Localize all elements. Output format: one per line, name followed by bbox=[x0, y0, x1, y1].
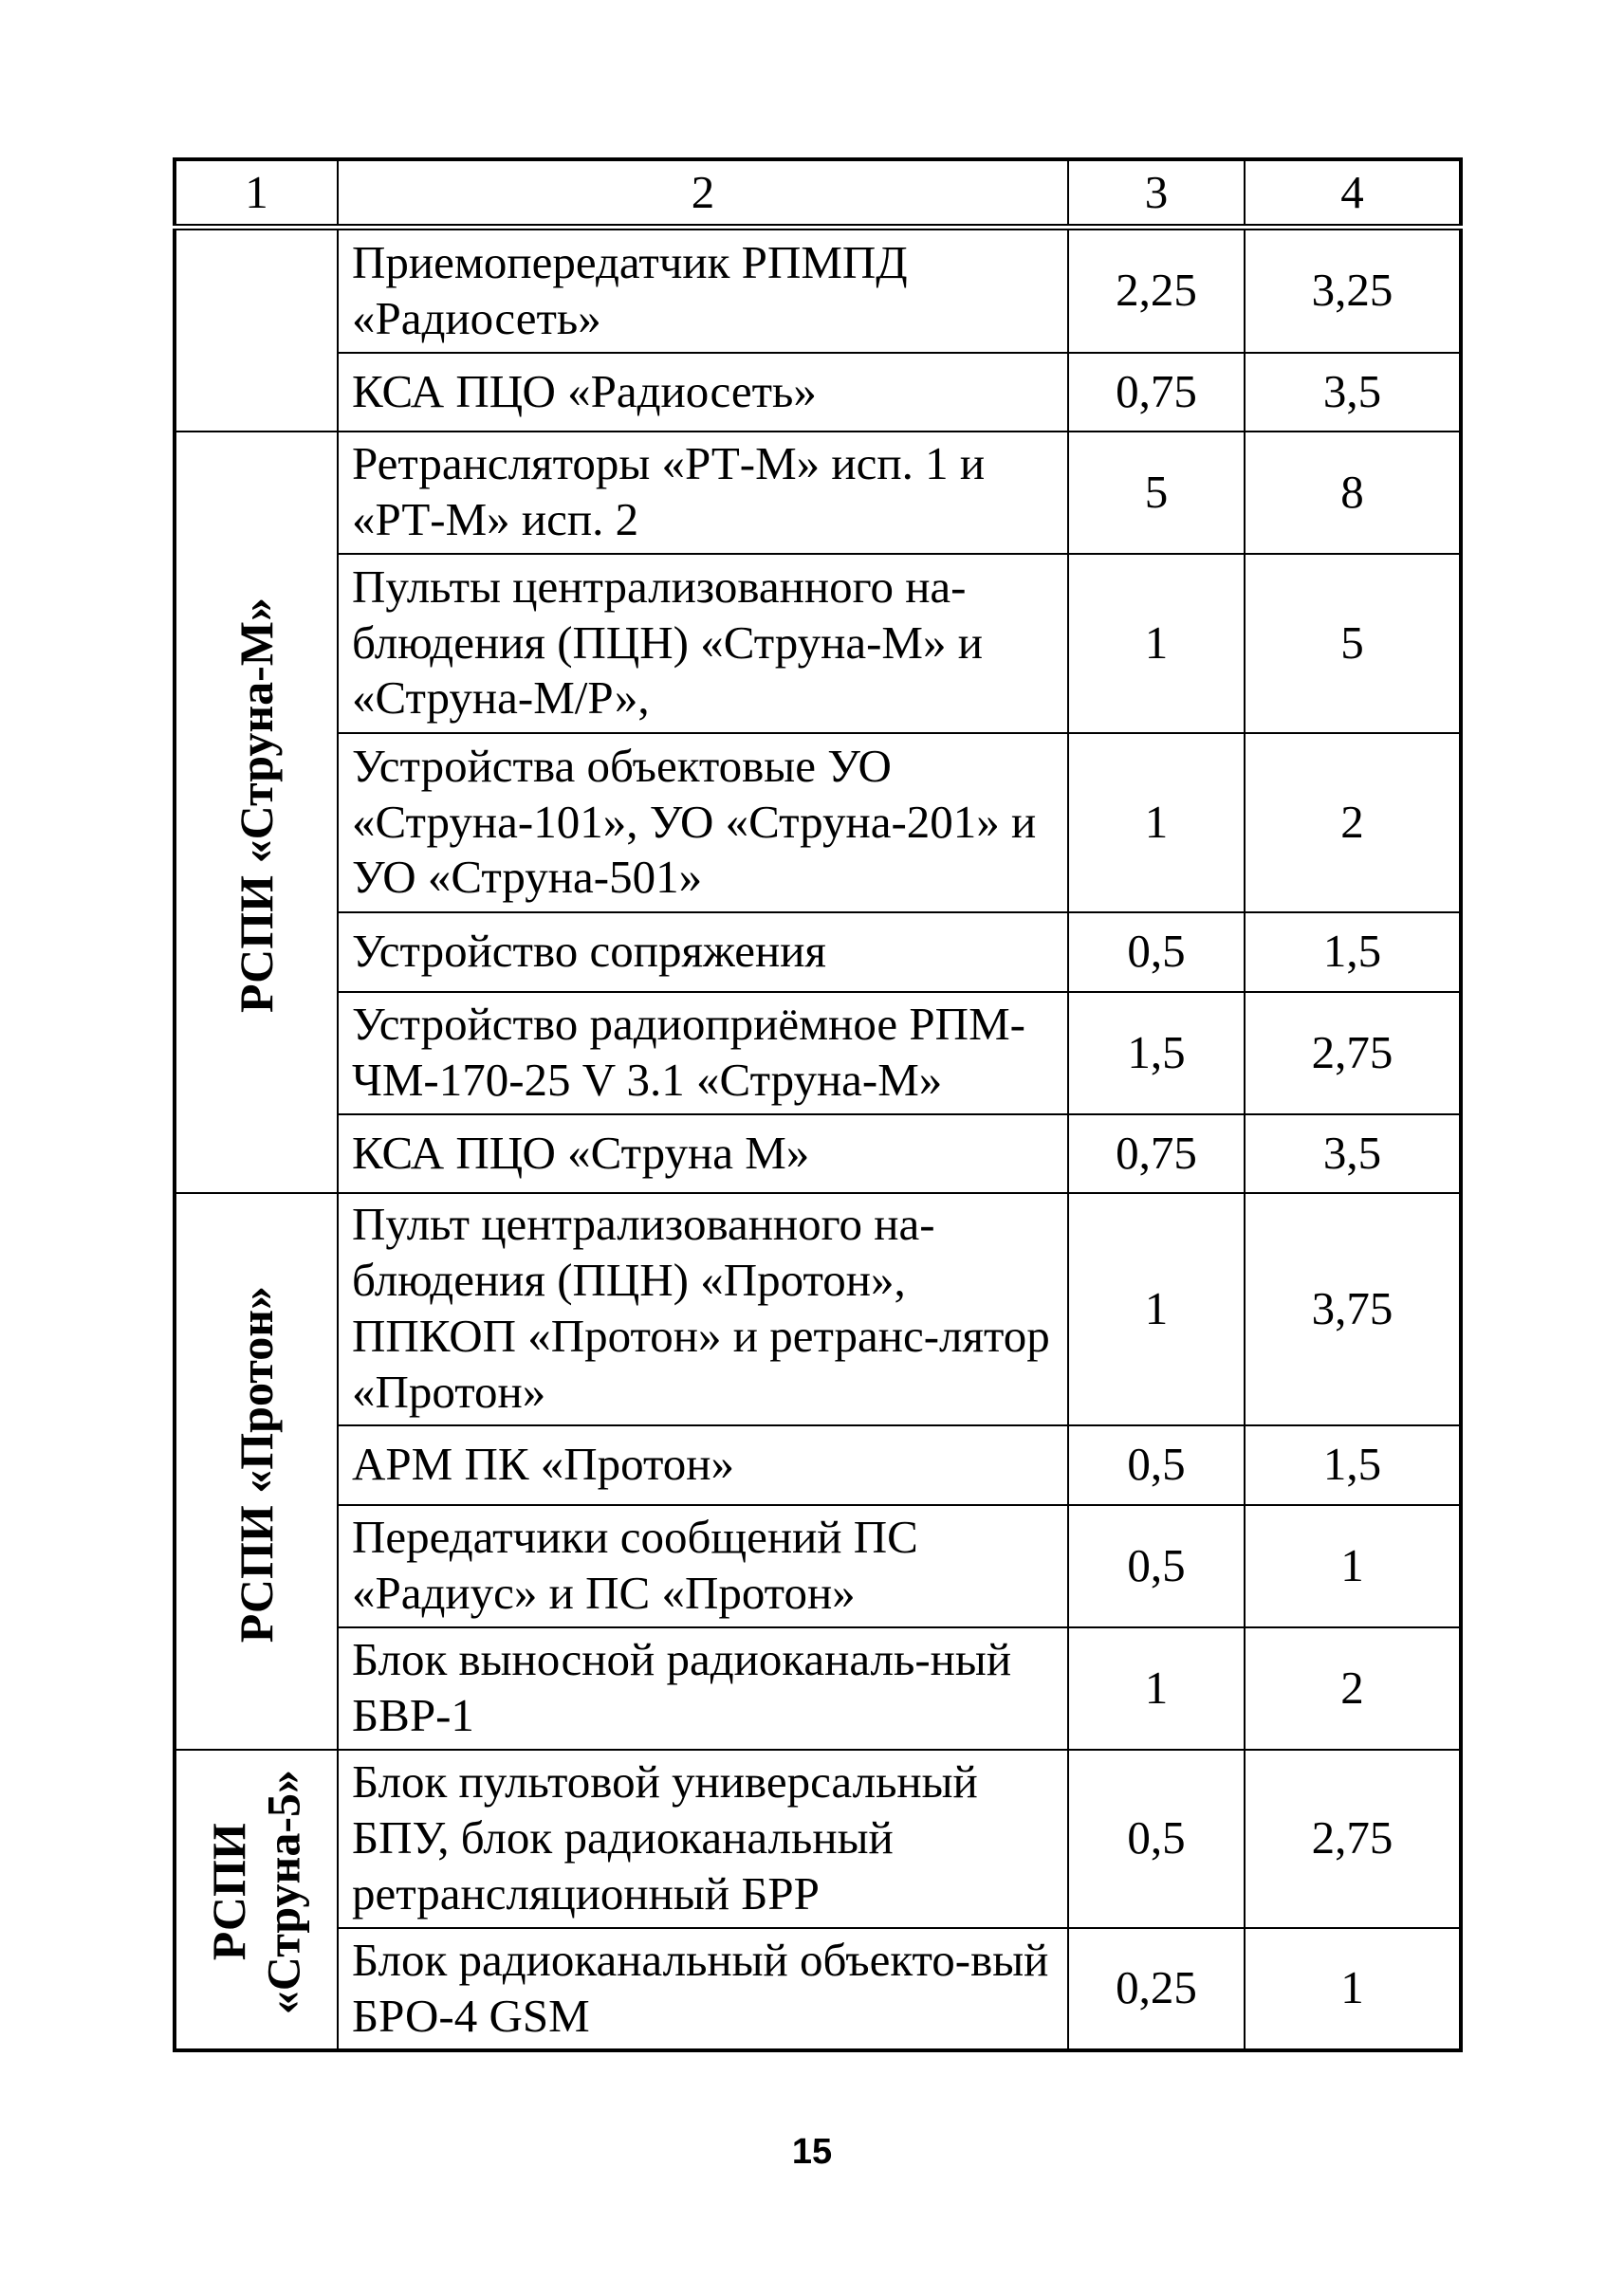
row-value-4: 2 bbox=[1245, 733, 1461, 912]
row-value-4: 3,75 bbox=[1245, 1193, 1461, 1425]
row-value-3: 0,25 bbox=[1068, 1928, 1245, 2050]
table-row bbox=[175, 733, 1461, 912]
table-row bbox=[175, 1193, 1461, 1425]
group-cell-struna-5 bbox=[175, 1750, 338, 2050]
row-value-4: 1 bbox=[1245, 1505, 1461, 1627]
group-label: РСПИ «Струна-5» bbox=[202, 1770, 310, 2015]
group-label: РСПИ «Протон» bbox=[229, 1285, 283, 1644]
row-value-4: 1 bbox=[1245, 1928, 1461, 2050]
table-row bbox=[175, 554, 1461, 733]
row-value-3: 0,5 bbox=[1068, 912, 1245, 992]
table-row bbox=[175, 1505, 1461, 1627]
table-row bbox=[175, 1627, 1461, 1750]
row-value-3: 1 bbox=[1068, 554, 1245, 733]
table-row bbox=[175, 1114, 1461, 1193]
row-value-3: 0,75 bbox=[1068, 1114, 1245, 1193]
table-row bbox=[175, 432, 1461, 554]
row-value-4: 2,75 bbox=[1245, 1750, 1461, 1928]
row-value-3: 1 bbox=[1068, 1627, 1245, 1750]
row-name: КСА ПЦО «Радиосеть» bbox=[338, 353, 1068, 432]
row-name: Устройство сопряжения bbox=[338, 912, 1068, 992]
row-value-3: 2,25 bbox=[1068, 228, 1245, 353]
row-value-4: 2,75 bbox=[1245, 992, 1461, 1114]
table-row bbox=[175, 353, 1461, 432]
table-row bbox=[175, 912, 1461, 992]
header-col-1: 1 bbox=[175, 159, 338, 228]
row-name: Блок радиоканальный объекто-вый БРО-4 GSM bbox=[338, 1928, 1068, 2050]
group-cell-empty bbox=[175, 228, 338, 432]
header-col-2: 2 bbox=[338, 159, 1068, 228]
group-cell-proton bbox=[175, 1193, 338, 1750]
row-value-3: 1,5 bbox=[1068, 992, 1245, 1114]
row-value-3: 0,5 bbox=[1068, 1505, 1245, 1627]
row-value-4: 5 bbox=[1245, 554, 1461, 733]
row-value-4: 8 bbox=[1245, 432, 1461, 554]
row-name: Устройство радиоприёмное РПМ-ЧМ-170-25 V 3.1 «Струна-М» bbox=[338, 992, 1068, 1114]
table-header-row bbox=[175, 159, 1461, 228]
table-row bbox=[175, 1928, 1461, 2050]
header-col-4: 4 bbox=[1245, 159, 1461, 228]
row-name: Пульты централизованного на-блюдения (ПЦН) «Струна-М» и «Струна-М/Р», bbox=[338, 554, 1068, 733]
row-name: Ретрансляторы «РТ-М» исп. 1 и «РТ-М» исп. 2 bbox=[338, 432, 1068, 554]
row-name: Блок пультовой универсальный БПУ, блок радиоканальный ретрансляционный БРР bbox=[338, 1750, 1068, 1928]
row-name: АРМ ПК «Протон» bbox=[338, 1425, 1068, 1505]
table-row bbox=[175, 228, 1461, 353]
row-value-4: 1,5 bbox=[1245, 1425, 1461, 1505]
row-value-3: 1 bbox=[1068, 733, 1245, 912]
row-name: Передатчики сообщений ПС «Радиус» и ПС «Протон» bbox=[338, 1505, 1068, 1627]
equipment-table bbox=[173, 157, 1463, 2052]
row-value-3: 0,75 bbox=[1068, 353, 1245, 432]
header-col-3: 3 bbox=[1068, 159, 1245, 228]
row-value-4: 3,5 bbox=[1245, 353, 1461, 432]
row-value-3: 0,5 bbox=[1068, 1425, 1245, 1505]
row-name: Пульт централизованного на-блюдения (ПЦН) «Протон», ППКОП «Протон» и ретранс-лятор «Протон» bbox=[338, 1193, 1068, 1425]
row-name: КСА ПЦО «Струна М» bbox=[338, 1114, 1068, 1193]
row-value-3: 5 bbox=[1068, 432, 1245, 554]
row-value-3: 1 bbox=[1068, 1193, 1245, 1425]
row-value-4: 1,5 bbox=[1245, 912, 1461, 992]
group-label: РСПИ «Струна-М» bbox=[229, 597, 283, 1014]
row-name: Приемопередатчик РПМПД «Радиосеть» bbox=[338, 228, 1068, 353]
row-value-4: 3,25 bbox=[1245, 228, 1461, 353]
page-number: 15 bbox=[791, 2132, 833, 2172]
row-value-4: 2 bbox=[1245, 1627, 1461, 1750]
row-value-3: 0,5 bbox=[1068, 1750, 1245, 1928]
row-name: Блок выносной радиоканаль-ный БВР-1 bbox=[338, 1627, 1068, 1750]
group-cell-struna-m bbox=[175, 432, 338, 1193]
table-row bbox=[175, 1750, 1461, 1928]
table-row bbox=[175, 1425, 1461, 1505]
row-value-4: 3,5 bbox=[1245, 1114, 1461, 1193]
table-row bbox=[175, 992, 1461, 1114]
row-name: Устройства объектовые УО «Струна-101», УО «Струна-201» и УО «Струна-501» bbox=[338, 733, 1068, 912]
